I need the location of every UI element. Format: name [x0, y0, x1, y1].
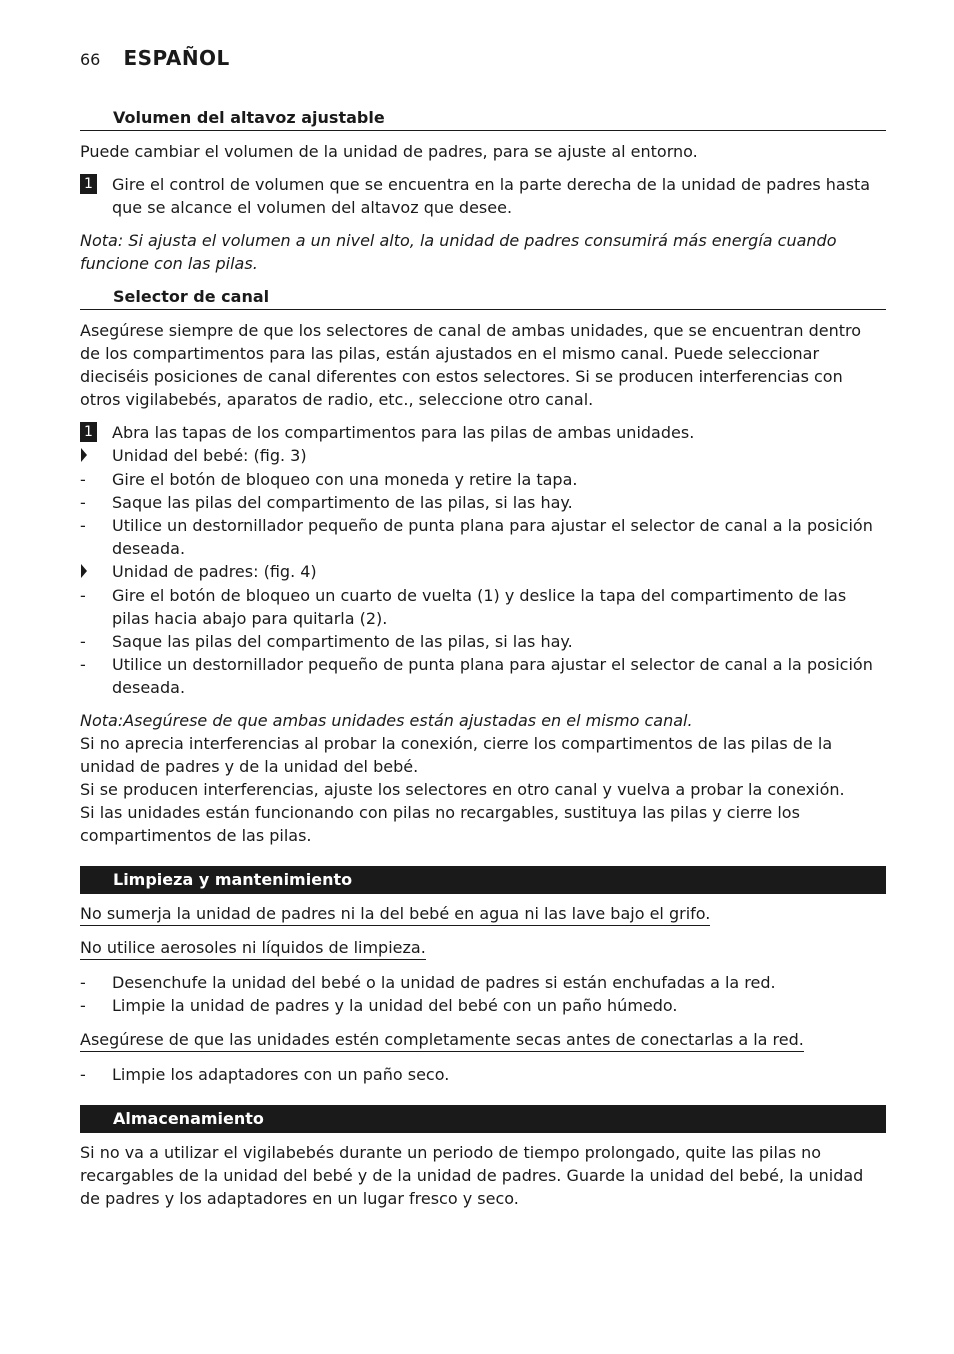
list-item-text: Saque las pilas del compartimento de las pilas, si las hay.: [112, 493, 573, 512]
list-item-text: Utilice un destornillador pequeño de punta plana para ajustar el selector de canal a la posición deseada.: [112, 655, 873, 697]
list-item: [80, 994, 886, 1017]
list-item-text: Gire el botón de bloqueo con una moneda y retire la tapa.: [112, 470, 578, 489]
dash-bullet: -: [80, 996, 86, 1015]
list-item-text: Limpie la unidad de padres y la unidad del bebé con un paño húmedo.: [112, 996, 678, 1015]
triangle-bullet-icon: [81, 448, 87, 462]
channel-after-2: Si se producen interferencias, ajuste los selectores en otro canal y vuelva a probar la conexión.: [80, 780, 845, 799]
channel-intro: Asegúrese siempre de que los selectores de canal de ambas unidades, que se encuentran dentro de los compartimentos para las pilas, están ajustados en el mismo canal. Puede seleccionar dieciséis posiciones de canal diferentes con estos selectores. Si se producen interferencias con otros vigilabebés, aparatos de radio, etc., seleccione otro canal.: [80, 321, 861, 409]
channel-after-3: Si las unidades están funcionando con pilas no recargables, sustituya las pilas y cierre los compartimentos de las pilas.: [80, 803, 800, 845]
dash-bullet: -: [80, 632, 86, 651]
list-item: [80, 653, 886, 699]
volume-step-1: [80, 173, 886, 219]
page-content: [80, 106, 886, 1220]
channel-step-1: [80, 421, 886, 444]
list-item: [80, 630, 886, 653]
dash-bullet: -: [80, 1065, 86, 1084]
dash-bullet: -: [80, 586, 86, 605]
dash-bullet: -: [80, 470, 86, 489]
parent-unit-label: Unidad de padres: (fig. 4): [112, 562, 317, 581]
volume-note: Nota: Si ajusta el volumen a un nivel alto, la unidad de padres consumirá más energía cuando funcione con las pilas.: [80, 231, 837, 273]
section-heading-channel: Selector de canal: [80, 285, 886, 310]
list-item-text: Utilice un destornillador pequeño de punta plana para ajustar el selector de canal a la posición deseada.: [112, 516, 873, 558]
volume-intro: Puede cambiar el volumen de la unidad de padres, para se ajuste al entorno.: [80, 142, 698, 161]
list-item-text: Desenchufe la unidad del bebé o la unidad de padres si están enchufadas a la red.: [112, 973, 776, 992]
list-item: [80, 560, 886, 584]
dash-bullet: -: [80, 973, 86, 992]
step-text: Abra las tapas de los compartimentos para las pilas de ambas unidades.: [112, 423, 695, 442]
channel-note: Nota:Asegúrese de que ambas unidades están ajustadas en el mismo canal.: [80, 711, 693, 730]
list-item: [80, 444, 886, 468]
baby-unit-label: Unidad del bebé: (fig. 3): [112, 446, 307, 465]
section-heading-cleaning: Limpieza y mantenimiento: [80, 866, 886, 894]
triangle-bullet-icon: [81, 564, 87, 578]
list-item-text: Limpie los adaptadores con un paño seco.: [112, 1065, 450, 1084]
section-heading-volume: Volumen del altavoz ajustable: [80, 106, 886, 131]
cleaning-warning-1: No sumerja la unidad de padres ni la del bebé en agua ni las lave bajo el grifo.: [80, 904, 710, 926]
step-text: Gire el control de volumen que se encuentra en la parte derecha de la unidad de padres hasta que se alcance el volumen del altavoz que desee.: [112, 175, 871, 217]
step-number: 1: [80, 174, 97, 194]
cleaning-warning-2: No utilice aerosoles ni líquidos de limpieza.: [80, 938, 426, 960]
language-title: ESPAÑOL: [123, 46, 230, 70]
storage-text: Si no va a utilizar el vigilabebés durante un periodo de tiempo prolongado, quite las pilas no recargables de la unidad del bebé y de la unidad de padres. Guarde la unidad del bebé, la unidad de padres y los adaptadores en un lugar fresco y seco.: [80, 1143, 864, 1208]
page-number: 66: [80, 50, 101, 69]
dash-bullet: -: [80, 655, 86, 674]
channel-after-1: Si no aprecia interferencias al probar la conexión, cierre los compartimentos de las pilas de la unidad de padres y de la unidad del bebé.: [80, 734, 833, 776]
list-item-text: Saque las pilas del compartimento de las pilas, si las hay.: [112, 632, 573, 651]
cleaning-warning-3: Asegúrese de que las unidades estén completamente secas antes de conectarlas a la red.: [80, 1030, 804, 1052]
list-item: [80, 1063, 886, 1086]
page-header: [80, 46, 230, 70]
list-item: [80, 514, 886, 560]
step-number: 1: [80, 422, 97, 442]
list-item: [80, 468, 886, 491]
list-item: [80, 971, 886, 994]
list-item: [80, 584, 886, 630]
dash-bullet: -: [80, 493, 86, 512]
list-item: [80, 491, 886, 514]
list-item-text: Gire el botón de bloqueo un cuarto de vuelta (1) y deslice la tapa del compartimento de las pilas hacia abajo para quitarla (2).: [112, 586, 847, 628]
section-heading-storage: Almacenamiento: [80, 1105, 886, 1133]
dash-bullet: -: [80, 516, 86, 535]
